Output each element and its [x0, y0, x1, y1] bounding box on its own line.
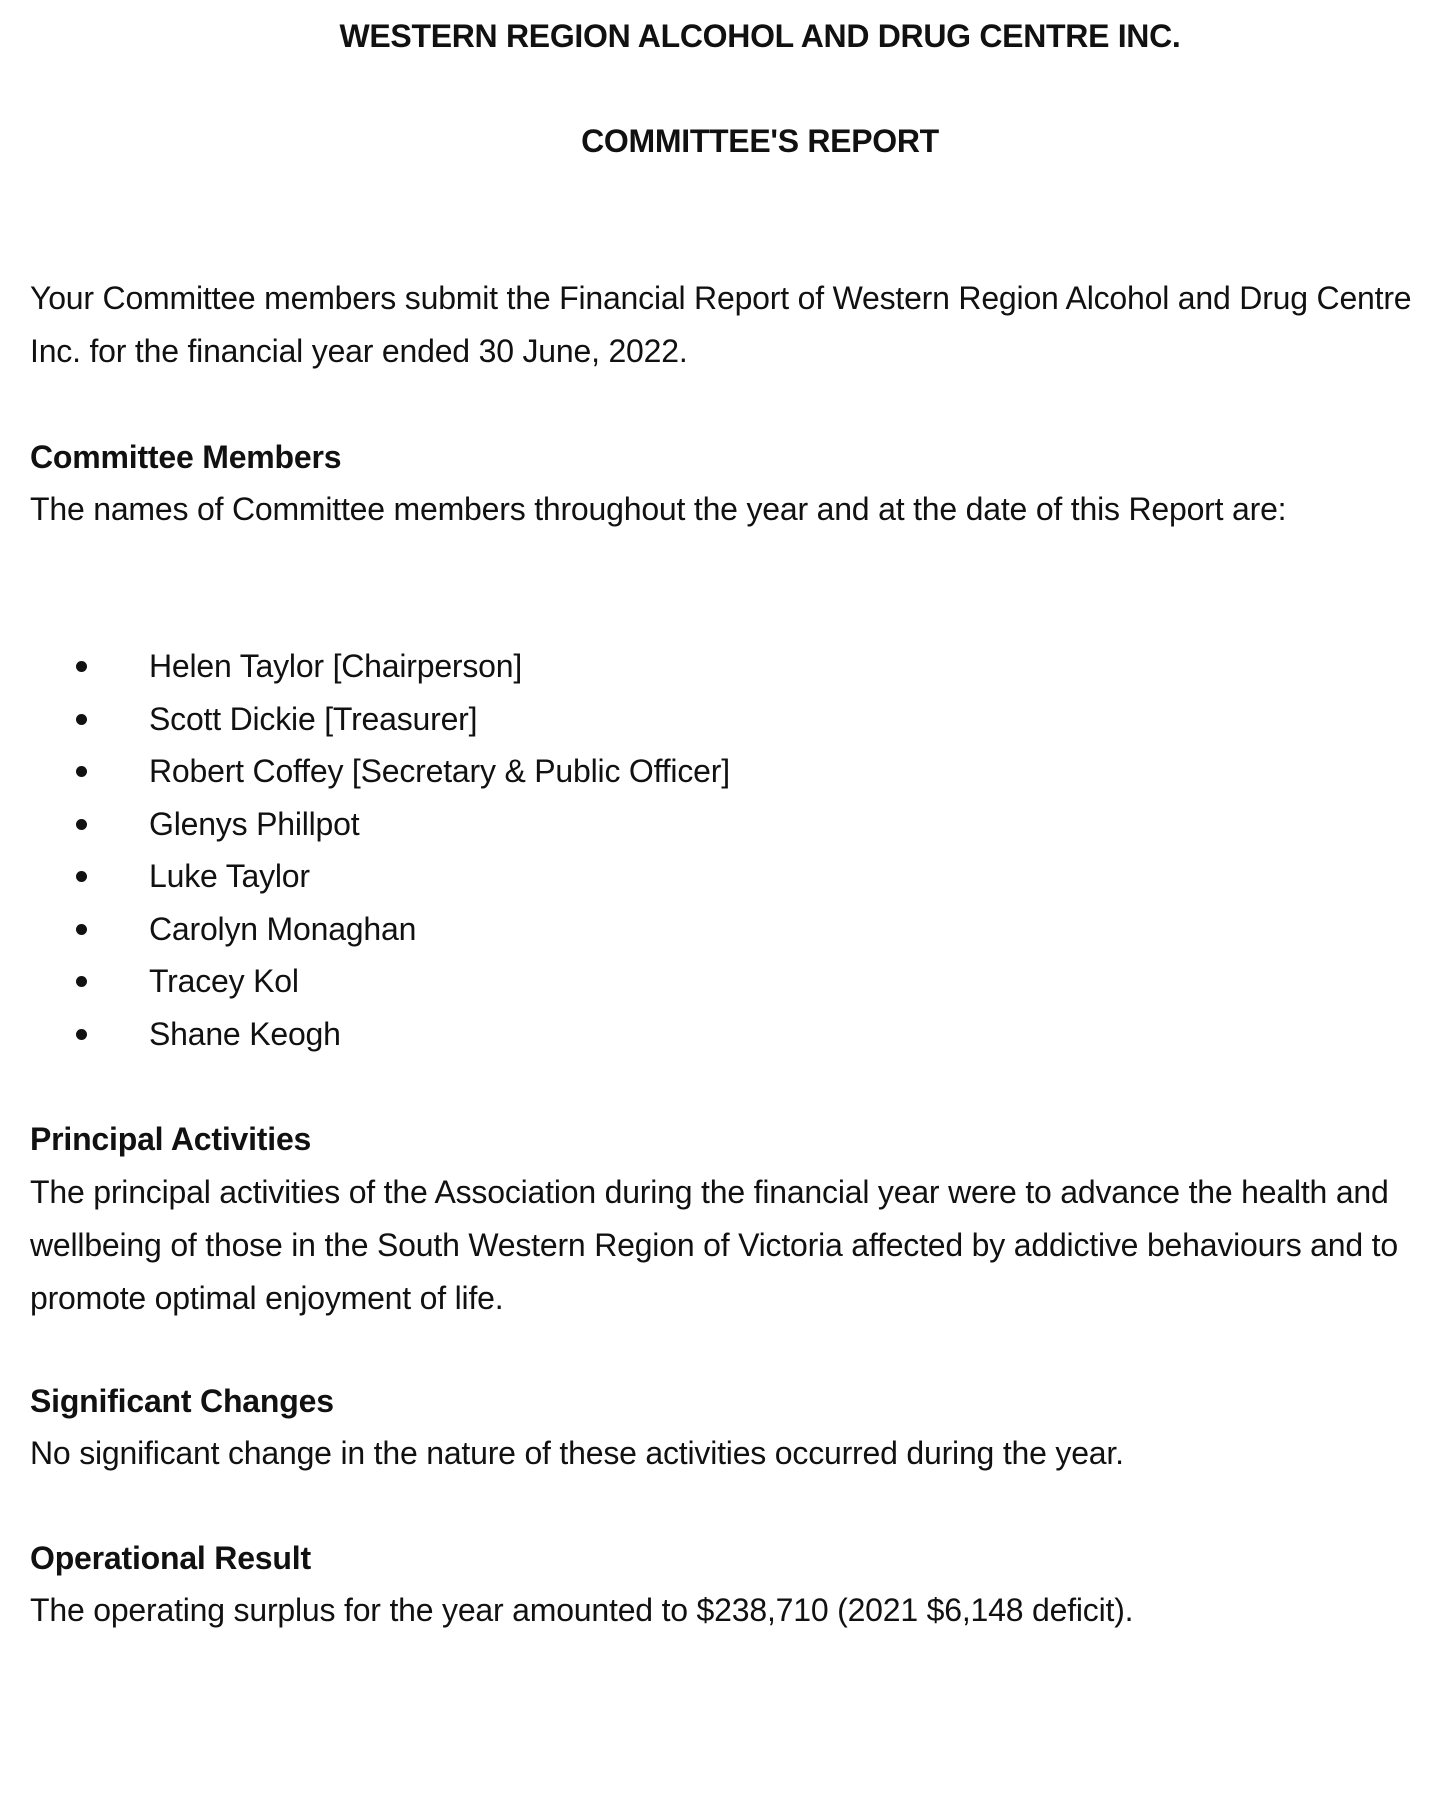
bullet-icon	[76, 871, 87, 882]
bullet-icon	[76, 1029, 87, 1040]
bullet-icon	[76, 766, 87, 777]
significant-changes-text: No significant change in the nature of these activities occurred during the year.	[30, 1435, 1124, 1471]
operational-result-heading: Operational Result	[30, 1540, 311, 1576]
member-name: Helen Taylor [Chairperson]	[149, 648, 523, 684]
bullet-icon	[76, 976, 87, 987]
bullet-icon	[76, 714, 87, 725]
member-name: Luke Taylor	[149, 858, 310, 894]
report-title: COMMITTEE'S REPORT	[581, 123, 939, 159]
principal-activities-text: The principal activities of the Association during the financial year were to advance the health and wellbeing of those in the South Western Region of Victoria affected by addictive behaviours and to promote optimal enjoyment of life.	[30, 1174, 1398, 1316]
intro-paragraph: Your Committee members submit the Financial Report of Western Region Alcohol and Drug Centre Inc. for the financial year ended 30 June, 2022.	[30, 280, 1412, 369]
member-name: Carolyn Monaghan	[149, 910, 417, 947]
member-name: Robert Coffey [Secretary & Public Officer]	[149, 753, 730, 789]
organization-title: WESTERN REGION ALCOHOL AND DRUG CENTRE INC.	[339, 18, 1181, 54]
member-name: Glenys Phillpot	[149, 805, 360, 842]
member-name: Shane Keogh	[149, 1015, 341, 1052]
significant-changes-heading: Significant Changes	[30, 1383, 334, 1419]
committee-members-text: The names of Committee members throughout the year and at the date of this Report are:	[30, 491, 1287, 527]
bullet-icon	[76, 819, 87, 830]
committee-members-heading: Committee Members	[30, 439, 342, 475]
bullet-icon	[76, 661, 87, 672]
bullet-icon	[76, 924, 87, 935]
principal-activities-heading: Principal Activities	[30, 1121, 312, 1157]
member-name: Scott Dickie [Treasurer]	[149, 700, 478, 737]
operational-result-text: The operating surplus for the year amounted to $238,710 (2021 $6,148 deficit).	[30, 1592, 1134, 1628]
member-name: Tracey Kol	[149, 963, 299, 999]
